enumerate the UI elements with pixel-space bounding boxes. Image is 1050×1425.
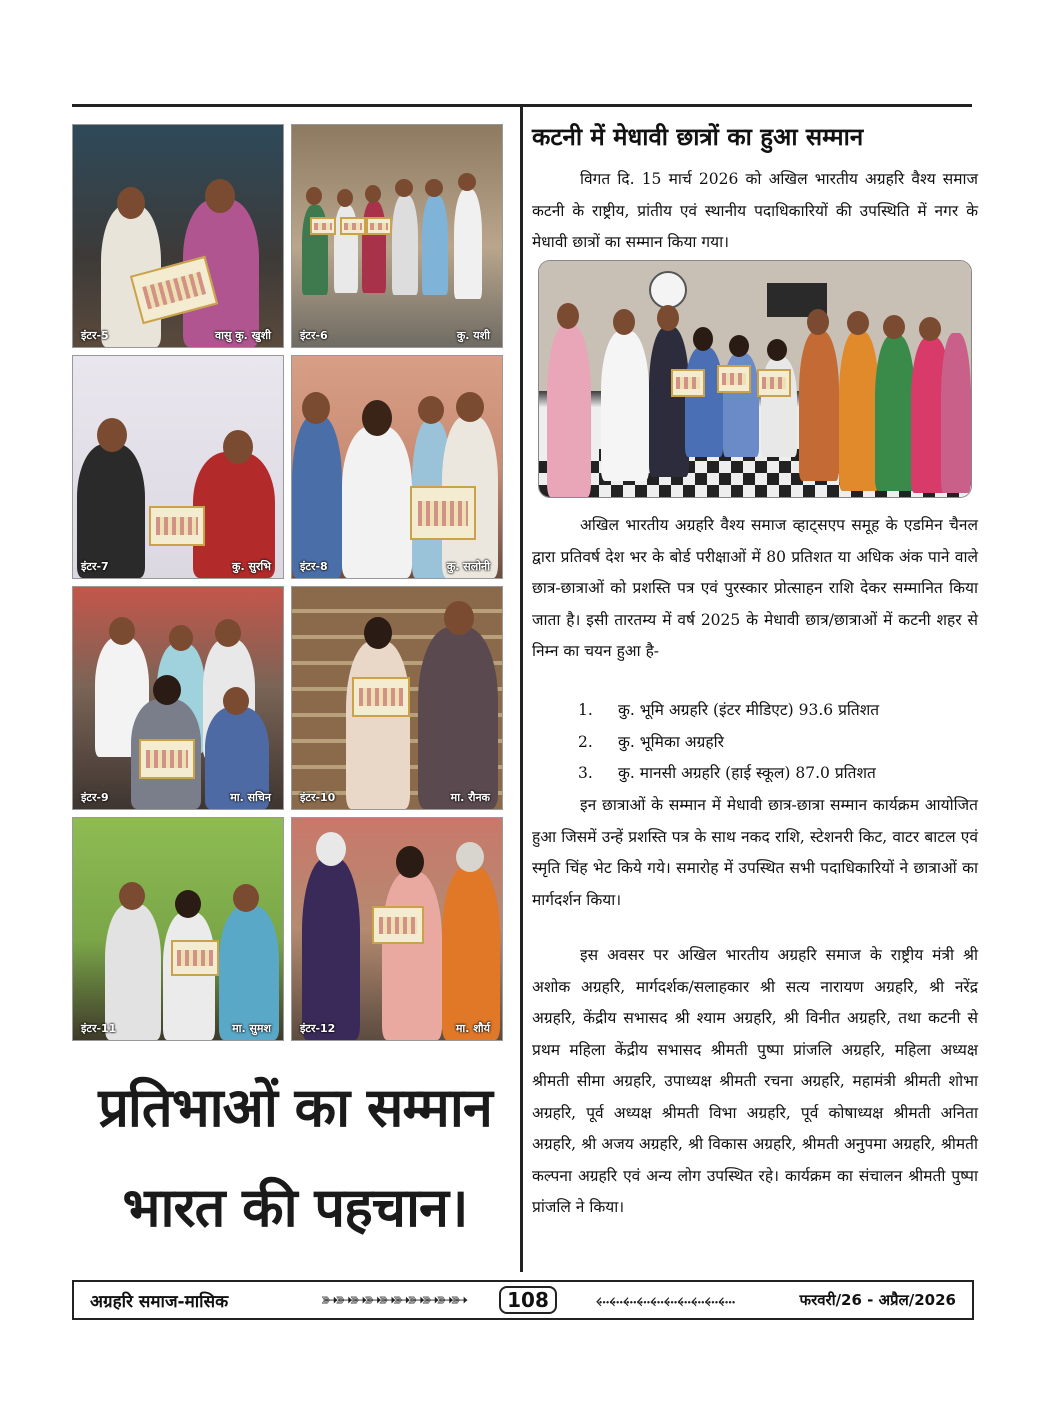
list-item: 3. कु. मानसी अग्रहरि (हाई स्कूल) 87.0 प्रतिशत	[578, 764, 876, 782]
photo-label-right: मा. सचिन	[230, 791, 271, 804]
photo-label-right: कु. सुरभि	[232, 560, 271, 573]
photo-label-right: मा. शौर्य	[455, 1022, 490, 1035]
photo-label-right: कु. यशी	[456, 329, 490, 342]
article-paragraph-2: अखिल भारतीय अग्रहरि वैश्य समाज व्हाट्सएप समूह के एडमिन चैनल द्वारा प्रतिवर्ष देश भर के बोर्ड परीक्षाओं में 80 प्रतिशत या अधिक अंक पाने वाले छात्र-छात्राओं को प्रशस्ति पत्र एवं पुरस्कार प्रोत्साहन राशि देकर सम्मानित किया जाता है। इसी तारतम्य में वर्ष 2025 के मेधावी छात्र/छात्राओं में कटनी शहर से निम्न का चयन हुआ है-	[532, 516, 978, 660]
photo-label-left: इंटर-5	[81, 329, 109, 342]
article-paragraph-3: इन छात्राओं के सम्मान में मेधावी छात्र-छात्रा सम्मान कार्यक्रम आयोजित हुआ जिसमें उन्हें प्रशस्ति पत्र के साथ नकद राशि, स्टेशनरी किट, वाटर बाटल एवं स्मृति चिंह भेट किये गये। समारोह में उपस्थित सभी पदाधिकारियों ने छात्राओं का मार्गदर्शन किया।	[532, 796, 978, 909]
photo-inter-7	[72, 355, 284, 579]
photo-label-left: इंटर-6	[300, 329, 328, 342]
group-photo	[538, 260, 972, 498]
slogan-line-1: प्रतिभाओं का सम्मान	[98, 1076, 492, 1139]
slogan-line-2: भारत की पहचान।	[122, 1176, 468, 1239]
photo-label-left: इंटर-11	[81, 1022, 117, 1035]
article-intro: विगत दि. 15 मार्च 2026 को अखिल भारतीय अग्रहरि वैश्य समाज कटनी के राष्ट्रीय, प्रांतीय एवं स्थानीय पदाधिकारियों की उपस्थिति में नगर के मेधावी छात्रों का सम्मान किया गया।	[532, 170, 978, 251]
photo-label-right: मा. सुमश	[232, 1022, 271, 1035]
list-item: 1. कु. भूमि अग्रहरि (इंटर मीडिएट) 93.6 प्रतिशत	[578, 701, 880, 719]
photo-label-right: मा. रौनक	[450, 791, 490, 804]
publication-name: अग्रहरि समाज-मासिक	[90, 1291, 229, 1312]
photo-inter-8	[291, 355, 503, 579]
photo-inter-5	[72, 124, 284, 348]
issue-date: फरवरी/26 - अप्रैल/2026	[799, 1291, 956, 1309]
photo-label-left: इंटर-12	[300, 1022, 336, 1035]
photo-label-left: इंटर-8	[300, 560, 328, 573]
photo-label-left: इंटर-7	[81, 560, 109, 573]
photo-label-right: कु. सलोनी	[446, 560, 490, 573]
ornament-right: ⬸⬸⬸⬸⬸⬸⬸⬸⬸⬸	[595, 1287, 732, 1313]
page-number: 108	[499, 1286, 557, 1314]
photo-inter-9	[72, 586, 284, 810]
photo-label-left: इंटर-10	[300, 791, 336, 804]
ornament-left: ➳➳➳➳➳➳➳➳➳➳	[320, 1287, 465, 1313]
page-footer	[72, 1280, 974, 1320]
photo-inter-6	[291, 124, 503, 348]
photo-label-left: इंटर-9	[81, 791, 109, 804]
article-paragraph-4: इस अवसर पर अखिल भारतीय अग्रहरि समाज के राष्ट्रीय मंत्री श्री अशोक अग्रहरि, मार्गदर्शक/सलाहकार श्री सत्य नारायण अग्रहरि, श्री नरेंद्र अग्रहरि, केंद्रीय सभासद श्री श्याम अग्रहरि, श्री विनीत अग्रहरि, तथा कटनी से प्रथम महिला केंद्रीय सभासद श्रीमती पुष्पा प्रांजलि अग्रहरि, महिला अध्यक्ष श्रीमती सीमा अग्रहरि, उपाध्यक्ष श्रीमती रचना अग्रहरि, महामंत्री श्रीमती शोभा अग्रहरि, पूर्व अध्यक्ष श्रीमती विभा अग्रहरि, पूर्व कोषाध्यक्ष श्रीमती अनिता अग्रहरि, श्री अजय अग्रहरि, श्री विकास अग्रहरि, श्रीमती अनुपमा अग्रहरि, श्रीमती कल्पना अग्रहरि एवं अन्य लोग उपस्थित रहे। कार्यक्रम का संचालन श्रीमती पुष्पा प्रांजलि ने किया।	[532, 946, 978, 1216]
column-divider	[520, 104, 523, 1272]
photo-inter-11	[72, 817, 284, 1041]
photo-inter-10	[291, 586, 503, 810]
article-headline: कटनी में मेधावी छात्रों का हुआ सम्मान	[532, 123, 864, 151]
photo-label-right: वासु कु. खुशी	[214, 329, 271, 342]
list-item: 2. कु. भूमिका अग्रहरि	[578, 732, 724, 751]
selected-students-list	[532, 695, 978, 790]
photo-inter-12	[291, 817, 503, 1041]
